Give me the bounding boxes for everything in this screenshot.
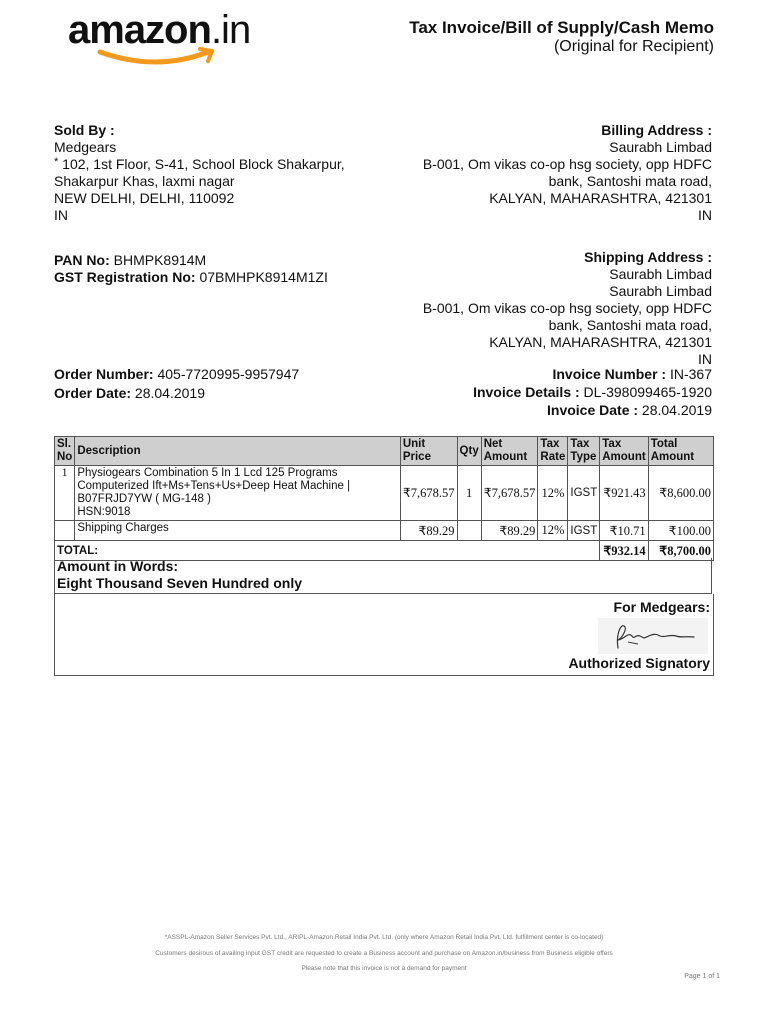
table-header-row (55, 437, 714, 466)
footer-line3: Please note that this invoice is not a demand for payment (301, 965, 467, 972)
shipping-tax-amount: ₹10.71 (600, 521, 648, 541)
page-number: Page 1 of 1 (684, 973, 720, 980)
shipping-unit-price: ₹89.29 (400, 521, 457, 541)
col-header-description: Description (75, 437, 401, 466)
shipping-line3: KALYAN, MAHARASHTRA, 421301 (489, 334, 712, 350)
invoice-block (473, 365, 712, 419)
table-row: 1 Physiogears Combination 5 In 1 Lcd 125 Programs Computerized Ift+Ms+Tens+Us+Deep Heat Machine | B07FRJD7YW ( MG-148 ) HSN:9018 ₹7,678.57 1 ₹7,678.57 12% IGST ₹921.43 ₹8,600.00 (55, 466, 714, 521)
billing-line2: bank, Santoshi mata road, (548, 173, 712, 189)
shipping-address-label: Shipping Address : (584, 249, 712, 265)
invoice-items-table (54, 436, 714, 561)
seller-address-line3: NEW DELHI, DELHI, 110092 (54, 190, 235, 206)
order-block (54, 365, 299, 403)
invoice-number-row: Invoice Number : IN-367 (552, 366, 712, 382)
footer-line2: Customers desirous of availing input GST credit are requested to create a Business account and purchase on Amazon.in/business from Business eligible offers (155, 950, 613, 957)
item-tax-type: IGST (568, 466, 600, 521)
item-net-amount: ₹7,678.57 (481, 466, 538, 521)
item-unit-price: ₹7,678.57 (400, 466, 457, 521)
pan-row: PAN No: BHMPK8914M (54, 252, 207, 268)
billing-name: Saurabh Limbad (609, 139, 712, 155)
shipping-line1: B-001, Om vikas co-op hsg society, opp HDFC (422, 300, 712, 316)
shipping-description: Shipping Charges (75, 521, 401, 541)
item-qty: 1 (457, 466, 481, 521)
document-subtitle: (Original for Recipient) (553, 38, 714, 55)
smile-arrow-icon (96, 46, 220, 68)
table-row (55, 521, 714, 541)
col-header-qty: Qty (457, 437, 481, 466)
tax-ids-block (54, 252, 328, 286)
invoice-date: 28.04.2019 (641, 402, 712, 418)
invoice-details-row: Invoice Details : DL-398099465-1920 (473, 384, 712, 400)
footer-line1: *ASSPL-Amazon Seller Services Pvt. Ltd., ARIPL-Amazon Retail India Pvt. Ltd. (only where Amazon Retail India Pvt. Ltd. fulfillment center is co-located) (164, 934, 604, 941)
seller-address-line4: IN (54, 207, 68, 223)
authorized-signatory-label: Authorized Signatory (568, 655, 710, 671)
handwritten-signature (598, 618, 708, 654)
seller-name: Medgears (54, 139, 117, 155)
order-number-row: Order Number: 405-7720995-9957947 (54, 366, 300, 382)
order-number: 405-7720995-9957947 (157, 366, 300, 382)
amount-in-words-box (54, 558, 712, 594)
shipping-tax-rate: 12% (538, 521, 568, 541)
shipping-name1: Saurabh Limbad (609, 266, 712, 282)
logo-tld: .in (210, 8, 251, 52)
seller-address-line1: * 102, 1st Floor, S-41, School Block Shakarpur, (54, 156, 345, 172)
for-seller-label: For Medgears: (613, 599, 710, 615)
seller-address-line2: Shakarpur Khas, laxmi nagar (54, 173, 235, 189)
total-tax-amount: ₹932.14 (600, 541, 648, 561)
billing-line1: B-001, Om vikas co-op hsg society, opp HDFC (422, 156, 712, 172)
invoice-date-row: Invoice Date : 28.04.2019 (547, 402, 712, 418)
billing-line4: IN (698, 207, 712, 223)
item-description: Physiogears Combination 5 In 1 Lcd 125 Programs Computerized Ift+Ms+Tens+Us+Deep Heat Machine | B07FRJD7YW ( MG-148 ) HSN:9018 (75, 466, 401, 521)
col-header-tax-amount: Tax Amount (600, 437, 648, 466)
order-date-row: Order Date: 28.04.2019 (54, 385, 205, 401)
col-header-tax-rate: Tax Rate (538, 437, 568, 466)
col-header-total-amount: Total Amount (648, 437, 713, 466)
sold-by-label: Sold By : (54, 122, 115, 138)
total-label: TOTAL: (55, 541, 600, 561)
amount-in-words-value: Eight Thousand Seven Hundred only (57, 575, 303, 591)
shipping-line4: IN (698, 351, 712, 367)
shipping-total-amount: ₹100.00 (648, 521, 713, 541)
billing-address-label: Billing Address : (601, 122, 712, 138)
gst-row: GST Registration No: 07BMHPK8914M1ZI (54, 269, 328, 285)
pan-value: BHMPK8914M (113, 252, 207, 268)
order-date: 28.04.2019 (134, 385, 205, 401)
item-tax-amount: ₹921.43 (600, 466, 648, 521)
col-header-unit-price: Unit Price (400, 437, 457, 466)
shipping-tax-type: IGST (568, 521, 600, 541)
billing-line3: KALYAN, MAHARASHTRA, 421301 (489, 190, 712, 206)
shipping-line2: bank, Santoshi mata road, (548, 317, 712, 333)
shipping-address-block (423, 249, 712, 368)
item-total-amount: ₹8,600.00 (648, 466, 713, 521)
amazon-logo (68, 6, 308, 66)
billing-address-block (423, 122, 712, 224)
sold-by-block (54, 122, 345, 224)
col-header-net-amount: Net Amount (481, 437, 538, 466)
col-header-tax-type: Tax Type (568, 437, 600, 466)
total-amount: ₹8,700.00 (648, 541, 713, 561)
gst-value: 07BMHPK8914M1ZI (199, 269, 328, 285)
shipping-name2: Saurabh Limbad (609, 283, 712, 299)
shipping-net-amount: ₹89.29 (481, 521, 538, 541)
col-header-sl: Sl. No (55, 437, 75, 466)
invoice-details: DL-398099465-1920 (583, 384, 712, 400)
document-title: Tax Invoice/Bill of Supply/Cash Memo (409, 18, 714, 37)
invoice-number: IN-367 (669, 366, 712, 382)
logo-main: amazon (68, 8, 211, 52)
amount-in-words-label: Amount in Words: (57, 558, 179, 574)
asterisk-mark: * (54, 156, 59, 168)
item-tax-rate: 12% (538, 466, 568, 521)
